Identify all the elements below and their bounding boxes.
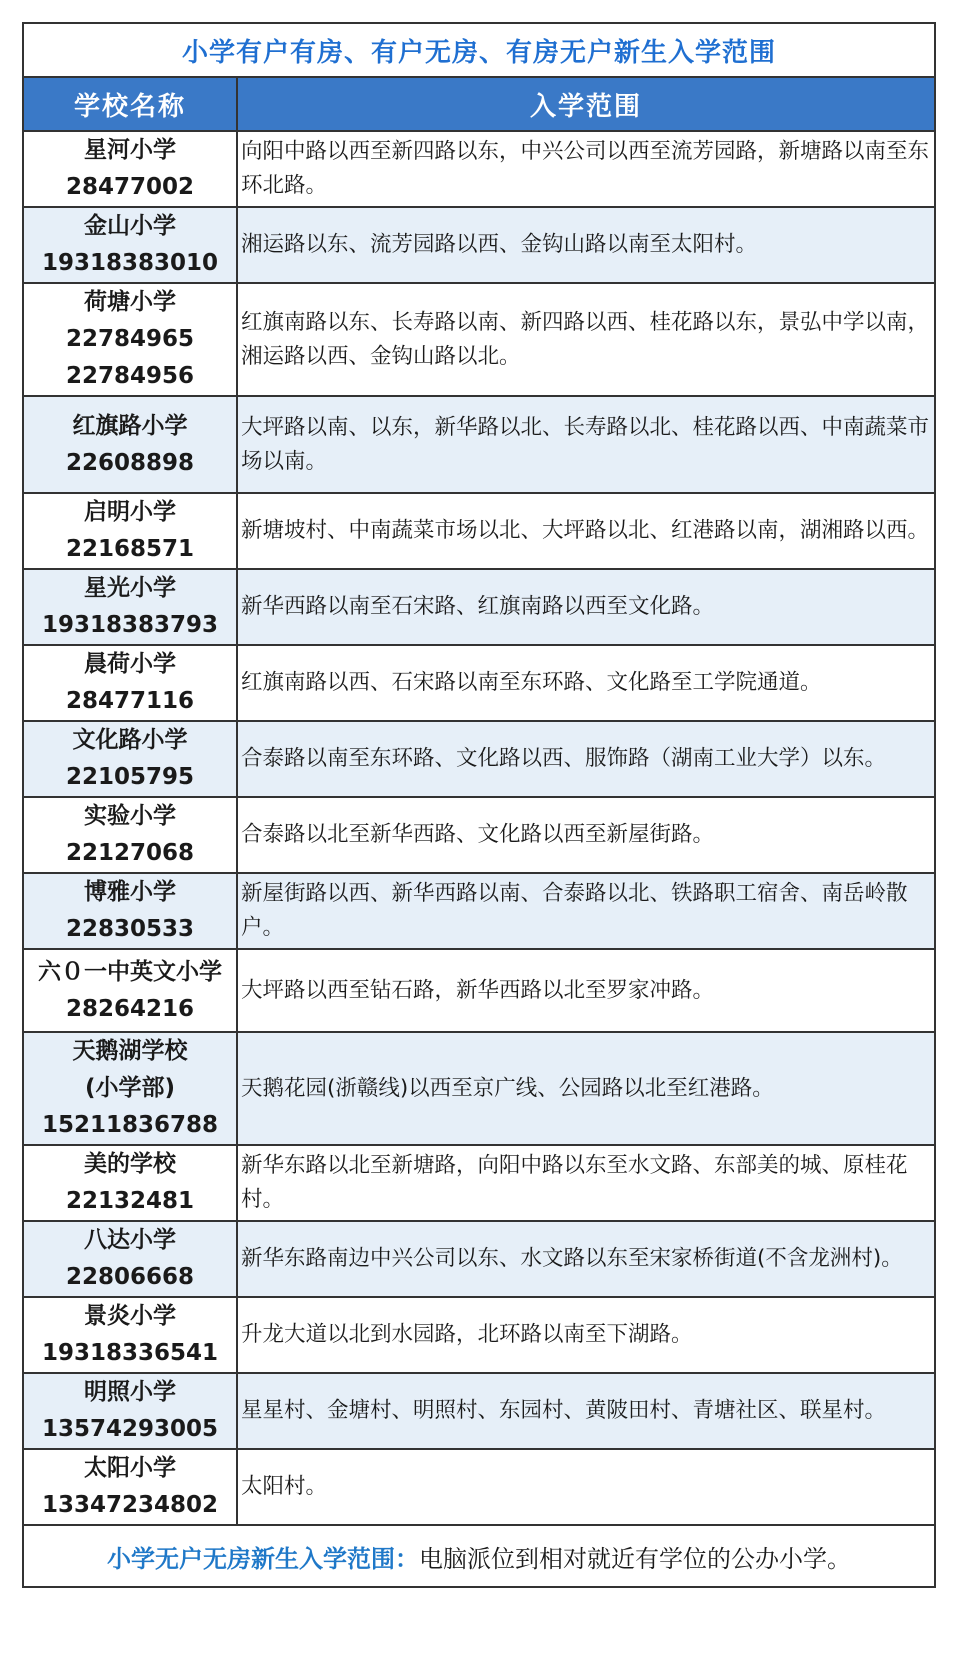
school-cell <box>23 1373 237 1449</box>
table-row <box>23 949 935 1032</box>
range-cell: 湘运路以东、流芳园路以西、金钩山路以南至太阳村。 <box>237 207 935 283</box>
school-cell <box>23 797 237 873</box>
school-name: 太阳小学 <box>84 1455 176 1481</box>
table-row <box>23 207 935 283</box>
header-school-name: 学校名称 <box>23 77 237 131</box>
table-row <box>23 569 935 645</box>
school-name: 金山小学 <box>84 213 176 239</box>
school-name: 星河小学 <box>84 137 176 163</box>
school-cell <box>23 1449 237 1525</box>
school-phone: 22127068 <box>65 840 195 866</box>
school-phone: 22784965 <box>65 326 195 352</box>
school-phone: 28477002 <box>65 174 195 200</box>
school-phone: 19318383793 <box>41 612 219 638</box>
admission-table <box>22 22 936 1588</box>
school-cell <box>23 1297 237 1373</box>
school-phone: 22168571 <box>65 536 195 562</box>
table-row <box>23 493 935 569</box>
footer-cell <box>23 1525 935 1587</box>
school-phone: 22105795 <box>65 764 195 790</box>
school-name: 实验小学 <box>84 803 176 829</box>
school-cell <box>23 283 237 396</box>
range-cell: 红旗南路以西、石宋路以南至东环路、文化路至工学院通道。 <box>237 645 935 721</box>
school-phone: 19318336541 <box>41 1340 219 1366</box>
range-cell: 太阳村。 <box>237 1449 935 1525</box>
school-cell <box>23 645 237 721</box>
table-body <box>23 131 935 1587</box>
footer-label: 小学无户无房新生入学范围： <box>107 1544 419 1573</box>
school-name: 六０一中英文小学 <box>38 958 222 985</box>
table-row <box>23 797 935 873</box>
table-row <box>23 721 935 797</box>
school-cell <box>23 569 237 645</box>
range-cell: 新塘坡村、中南蔬菜市场以北、大坪路以北、红港路以南，湖湘路以西。 <box>237 493 935 569</box>
range-cell: 大坪路以西至钻石路，新华西路以北至罗家冲路。 <box>237 949 935 1032</box>
school-phone: 22608898 <box>65 449 195 476</box>
school-name: 八达小学 <box>84 1227 176 1253</box>
school-phone: 22132481 <box>65 1188 195 1214</box>
school-phone: 19318383010 <box>41 250 219 276</box>
school-cell <box>23 873 237 949</box>
admission-table-container <box>22 22 936 1588</box>
school-phone: 22806668 <box>65 1264 195 1290</box>
school-name: 星光小学 <box>84 575 176 601</box>
school-name: 博雅小学 <box>84 879 176 905</box>
table-row <box>23 283 935 396</box>
table-row <box>23 873 935 949</box>
school-phone: 28477116 <box>65 688 195 714</box>
school-phone: 15211836788 <box>41 1112 219 1138</box>
school-cell <box>23 1032 237 1145</box>
school-phone: 22830533 <box>65 916 195 942</box>
school-phone: 13574293005 <box>41 1416 219 1442</box>
school-name: 荷塘小学 <box>84 289 176 315</box>
table-row <box>23 396 935 493</box>
school-cell <box>23 721 237 797</box>
school-phone: 22784956 <box>65 363 195 389</box>
range-cell: 向阳中路以西至新四路以东，中兴公司以西至流芳园路，新塘路以南至东环北路。 <box>237 131 935 207</box>
footer-row <box>23 1525 935 1587</box>
school-cell <box>23 207 237 283</box>
school-name: 美的学校 <box>84 1151 176 1177</box>
school-cell <box>23 493 237 569</box>
school-phone: 28264216 <box>65 995 195 1022</box>
table-row <box>23 1373 935 1449</box>
table-title: 小学有户有房、有户无房、有房无户新生入学范围 <box>23 23 935 77</box>
school-name: 明照小学 <box>84 1379 176 1405</box>
range-cell: 合泰路以北至新华西路、文化路以西至新屋街路。 <box>237 797 935 873</box>
school-name-suffix: (小学部) <box>84 1075 176 1101</box>
school-cell <box>23 949 237 1032</box>
school-name: 文化路小学 <box>72 727 188 753</box>
school-cell <box>23 396 237 493</box>
school-phone: 13347234802 <box>41 1492 219 1518</box>
school-name: 红旗路小学 <box>72 412 188 439</box>
range-cell: 合泰路以南至东环路、文化路以西、服饰路（湖南工业大学）以东。 <box>237 721 935 797</box>
range-cell: 新华东路南边中兴公司以东、水文路以东至宋家桥街道(不含龙洲村)。 <box>237 1221 935 1297</box>
table-row <box>23 1032 935 1145</box>
school-name: 景炎小学 <box>84 1303 176 1329</box>
table-row <box>23 1449 935 1525</box>
school-name: 启明小学 <box>84 499 176 525</box>
footer-text: 电脑派位到相对就近有学位的公办小学。 <box>419 1544 851 1573</box>
range-cell: 大坪路以南、以东，新华路以北、长寿路以北、桂花路以西、中南蔬菜市场以南。 <box>237 396 935 493</box>
school-cell <box>23 131 237 207</box>
school-name: 天鹅湖学校 <box>72 1038 188 1064</box>
range-cell: 新华西路以南至石宋路、红旗南路以西至文化路。 <box>237 569 935 645</box>
range-cell: 红旗南路以东、长寿路以南、新四路以西、桂花路以东，景弘中学以南，湘运路以西、金钩山路以北。 <box>237 283 935 396</box>
table-row <box>23 1297 935 1373</box>
range-cell: 新屋街路以西、新华西路以南、合泰路以北、铁路职工宿舍、南岳岭散户。 <box>237 873 935 949</box>
school-cell <box>23 1145 237 1221</box>
table-row <box>23 131 935 207</box>
table-row <box>23 645 935 721</box>
header-admission-range: 入学范围 <box>237 77 935 131</box>
table-row <box>23 1221 935 1297</box>
range-cell: 升龙大道以北到水园路，北环路以南至下湖路。 <box>237 1297 935 1373</box>
school-cell <box>23 1221 237 1297</box>
table-row <box>23 1145 935 1221</box>
range-cell: 星星村、金塘村、明照村、东园村、黄陂田村、青塘社区、联星村。 <box>237 1373 935 1449</box>
range-cell: 新华东路以北至新塘路，向阳中路以东至水文路、东部美的城、原桂花村。 <box>237 1145 935 1221</box>
range-cell: 天鹅花园(浙赣线)以西至京广线、公园路以北至红港路。 <box>237 1032 935 1145</box>
school-name: 晨荷小学 <box>84 651 176 677</box>
